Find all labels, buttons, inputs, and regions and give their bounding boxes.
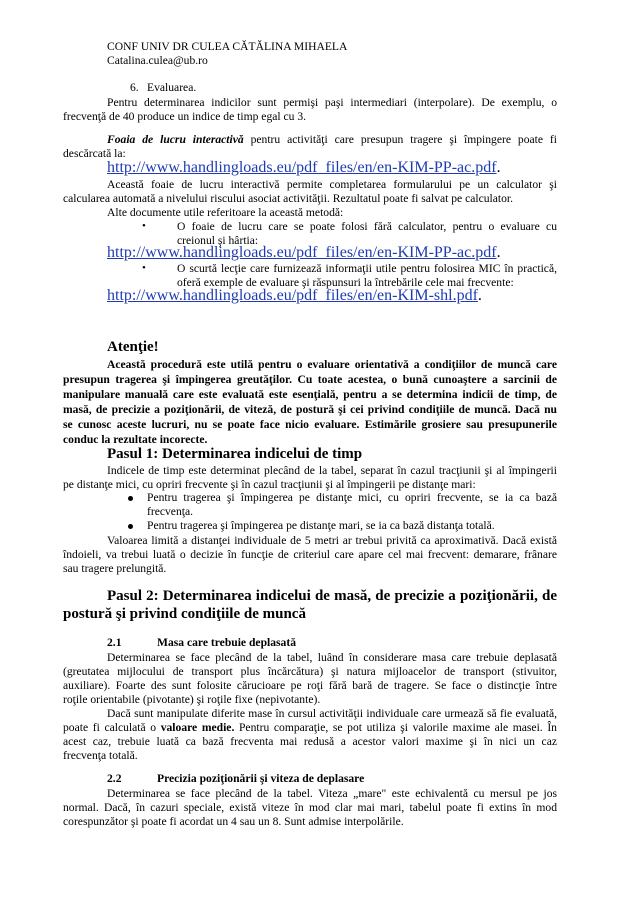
- subsection-number: 2.1: [107, 636, 122, 649]
- warning-heading: Atenţie!: [107, 339, 159, 355]
- paragraph-line: acest caz, trebuie luată ca bază frecventa mai redusă a acestor valori maxime şi în nici un caz: [63, 735, 557, 748]
- bullet-marker: •: [142, 220, 146, 232]
- step1-heading: Pasul 1: Determinarea indicelui de timp: [107, 446, 363, 462]
- paragraph-line: Alte documente utile referitoare la această metodă:: [107, 206, 344, 219]
- paragraph-line: descărcată la:: [63, 147, 126, 160]
- paragraph-line: Determinarea se face plecând de la tabel. Viteza „mare" este echivalentă cu mersul pe jos: [107, 787, 557, 800]
- bullet-marker: •: [142, 262, 146, 274]
- warning-text: se cunosc aceste lucruri, nu se poate face nicio evaluare. Estimările grosiere sau presupunerile: [63, 418, 557, 431]
- warning-text: masă, de precizie a poziţionării, de viteză, de postură şi cei privind condiţiile de muncă. Dacă nu: [63, 403, 557, 416]
- paragraph-line: [107, 133, 557, 147]
- paragraph-line: Pentru determinarea indicilor sunt permişi paşi intermediari (interpolare). De exemplu, o: [107, 96, 557, 109]
- step2-heading: postură şi privind condiţiile de muncă: [63, 606, 306, 622]
- bullet-text: oferă exemple de evaluare şi răspunsuri la întrebările cele mai frecvente:: [177, 276, 514, 289]
- bullet-text: Pentru tragerea şi împingerea pe distanţe mici, cu opriri frecvente, se ia ca bază: [147, 491, 557, 504]
- bullet-marker: [128, 524, 133, 529]
- paragraph-line: Determinarea se face plecând de la tabel, luând în considerare masa care trebuie deplasată: [107, 651, 557, 664]
- author-header: CONF UNIV DR CULEA CĂTĂLINA MIHAELA: [107, 40, 348, 53]
- paragraph-line: (greutatea mijlocului de transport plus încărcătura) şi natura mijloacelor de transport (stivuitor,: [63, 665, 557, 678]
- paragraph-line: frecvenţă de 40 produce un indice de timp egal cu 3.: [63, 110, 307, 123]
- paragraph-line: îndoieli, va trebui luată o decizie în funcţie de criteriul care apare cel mai frecvent: demarare, frânare: [63, 548, 557, 561]
- bullet-text: O foaie de lucru care se poate folosi fără calculator, pentru o evaluare cu: [177, 220, 557, 233]
- link-suffix: .: [496, 244, 501, 261]
- paragraph-line: normal. Dacă, în cazuri speciale, există viteze în mod clar mai mari, tabelul poate fi extins în mod: [63, 801, 557, 814]
- warning-text: presupun tragerea şi împingerea greutăţilor. Cu toate acestea, o bună cunoaştere a sarcinii de: [63, 373, 557, 386]
- paragraph-line: corespunzător şi poate fi acordat un 4 sau un 8. Sunt admise interpolările.: [63, 815, 404, 828]
- subsection-title: Precizia poziţionării şi viteza de deplasare: [157, 772, 365, 785]
- warning-text: manipulare manuală care este evaluată este esenţială, pentru a se determina indicii de timp, de: [63, 388, 557, 401]
- paragraph-line: pe distanţe mici, cu opriri frecvente şi în cazul tracţiunii şi al împingerii pe distanţe mari:: [63, 478, 476, 491]
- paragraph-line: Această foaie de lucru interactivă permite completarea formularului pe un calculator şi: [107, 178, 557, 191]
- paragraph-line: calcularea automată a nivelului riscului asociat activităţii. Rezultatul poate fi salvat pe calculator.: [63, 192, 514, 205]
- short-lesson-link[interactable]: http://www.handlingloads.eu/pdf_files/en/en-KIM-shl.pdf: [107, 287, 478, 304]
- pencil-worksheet-link[interactable]: http://www.handlingloads.eu/pdf_files/en/en-KIM-PP-ac.pdf: [107, 244, 497, 261]
- warning-text: conduc la rezultate incorecte.: [63, 433, 208, 446]
- paragraph-line: Indicele de timp este determinat plecând de la tabel, separat în cazul tracţiunii şi al împingerii: [107, 464, 557, 477]
- link-suffix: .: [477, 287, 482, 304]
- step2-heading: Pasul 2: Determinarea indicelui de masă, de precizie a poziţionării, de: [107, 588, 557, 604]
- bullet-text: creionul şi hârtia:: [177, 234, 259, 247]
- section-title: Evaluarea.: [147, 81, 197, 94]
- paragraph-line: Valoarea limită a distanţei individuale de 5 metri ar trebui privită ca aproximativă. Dacă există: [107, 534, 557, 547]
- worksheet-link[interactable]: http://www.handlingloads.eu/pdf_files/en/en-KIM-PP-ac.pdf: [107, 159, 497, 176]
- bullet-text: frecvenţa.: [147, 505, 194, 518]
- paragraph-line: auxiliare). Foarte des sunt folosite cărucioare pe roţi fără bară de tragere. Se face o distincţie între: [63, 679, 557, 692]
- section-number: 6.: [130, 81, 139, 94]
- paragraph-text: Pentru comparaţie, se pot utiliza şi valorile maxime ale masei. În: [234, 721, 557, 734]
- interactive-worksheet-label: Foaia de lucru interactivă: [107, 133, 244, 146]
- bullet-text: O scurtă lecţie care furnizează informaţii utile pentru folosirea MIC în practică,: [177, 262, 557, 275]
- bullet-text: Pentru tragerea şi împingerea pe distanţe mari, se ia ca bază distanţa totală.: [147, 519, 495, 532]
- paragraph-line: Dacă sunt manipulate diferite mase în cursul activităţii individuale care urmează să fie evaluată,: [107, 707, 557, 720]
- link-suffix: .: [496, 159, 501, 176]
- paragraph-text: poate fi calculată o: [63, 721, 161, 734]
- paragraph-line: roţile orientabile (pivotante) şi roţile fixe (nepivotante).: [63, 693, 321, 706]
- subsection-number: 2.2: [107, 772, 122, 785]
- average-value-term: valoare medie.: [160, 721, 235, 734]
- warning-text: Această procedură este utilă pentru o evaluare orientativă a condiţiilor de muncă care: [107, 358, 557, 371]
- author-email: Catalina.culea@ub.ro: [107, 54, 208, 67]
- subsection-title: Masa care trebuie deplasată: [157, 636, 297, 649]
- paragraph-line: sau tragere prelungită.: [63, 562, 167, 575]
- paragraph-text: pentru activităţi care presupun tragere şi împingere poate fi: [243, 133, 557, 146]
- paragraph-line: frecvenţa totală.: [63, 749, 138, 762]
- bullet-marker: [128, 496, 133, 501]
- paragraph-line: [63, 721, 557, 735]
